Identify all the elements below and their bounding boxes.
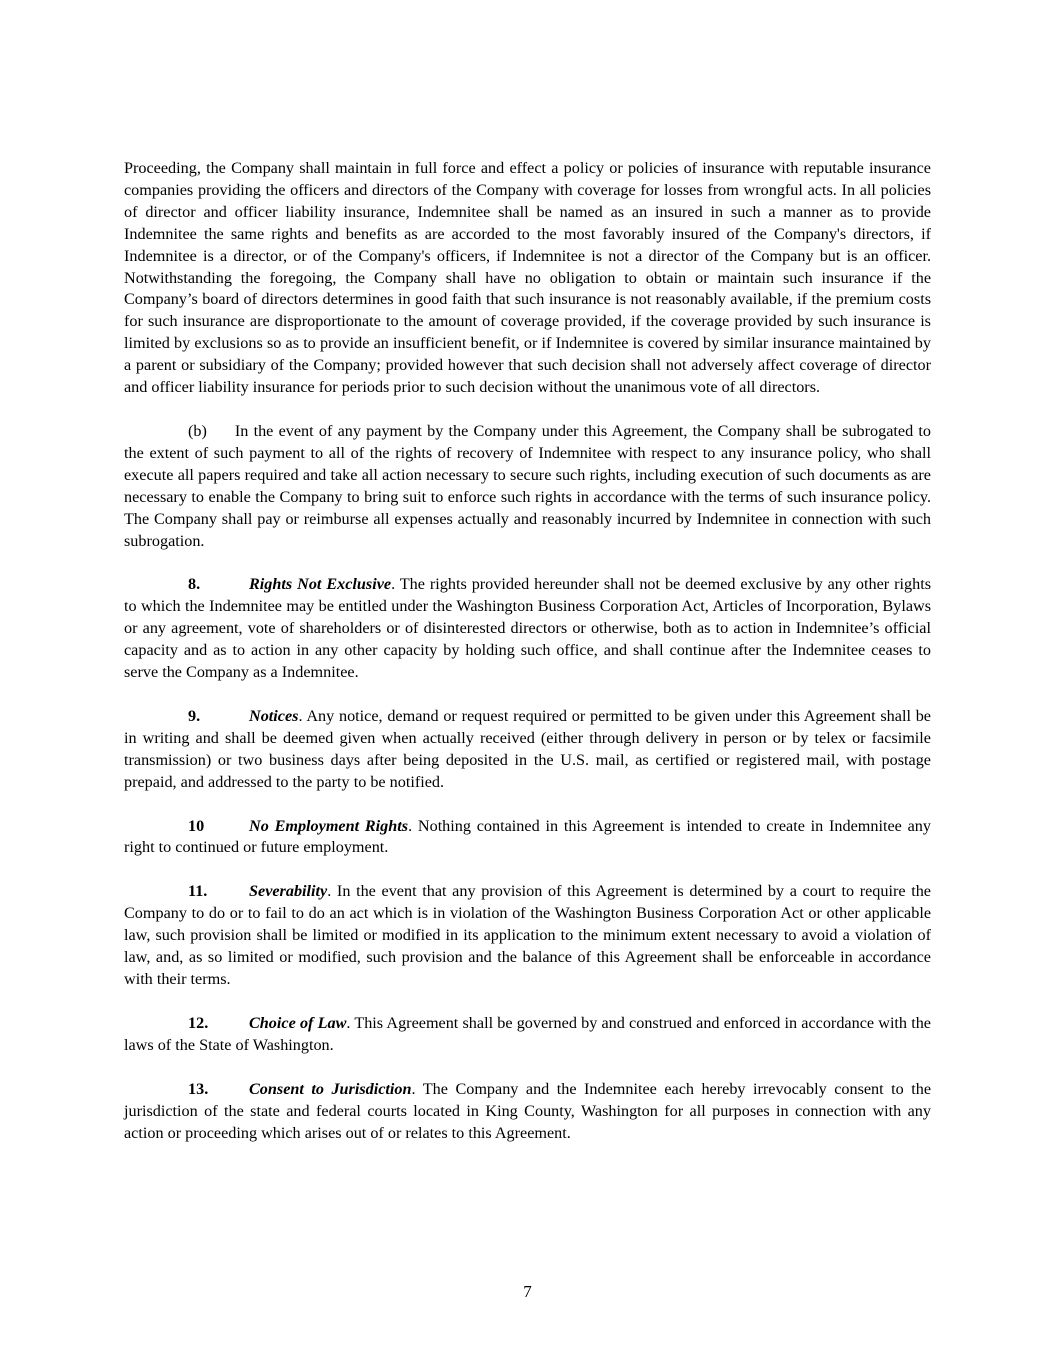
section-10 [124, 816, 931, 860]
paragraph-subsection-b [124, 421, 931, 552]
section-number: 13. [188, 1079, 209, 1098]
section-text: . Nothing contained in this Agreement is intended to create in Indemnitee any right to continued or future employment. [124, 816, 931, 857]
section-number: 9. [188, 706, 201, 725]
section-13 [124, 1079, 931, 1145]
section-11 [124, 881, 931, 991]
section-heading: No Employment Rights [249, 816, 409, 835]
subsection-label: (b) [188, 421, 207, 440]
section-heading: Rights Not Exclusive [249, 575, 392, 594]
section-heading: Severability [249, 882, 328, 901]
section-number: 8. [188, 575, 201, 594]
paragraph-text: In the event of any payment by the Company under this Agreement, the Company shall be subrogated to the extent of such payment to all of the rights of recovery of Indemnitee with respect to any insurance policy, who shall execute all papers required and take all action necessary to secure such rights, including execution of such documents as are necessary to enable the Company to bring suit to enforce such rights in accordance with the terms of such insurance policy. The Company shall pay or reimburse all expenses actually and reasonably incurred by Indemnitee in connection with such subrogation. [124, 421, 931, 550]
section-text: . The Company and the Indemnitee each hereby irrevocably consent to the jurisdiction of the state and federal courts located in King County, Washington for all purposes in connection with any action or proceeding which arises out of or relates to this Agreement. [124, 1079, 932, 1142]
section-9 [124, 706, 931, 794]
section-text: . The rights provided hereunder shall not be deemed exclusive by any other rights to which the Indemnitee may be entitled under the Washington Business Corporation Act, Articles of Incorporation, Bylaws or any agreement, vote of shareholders or of disinterested directors or otherwise, both as to action in Indemnitee’s official capacity and as to action in any other capacity by holding such office, and shall continue after the Indemnitee ceases to serve the Company as a Indemnitee. [124, 575, 931, 682]
paragraph-insurance-continuation [124, 158, 931, 399]
document-page [124, 158, 931, 1166]
section-8 [124, 574, 931, 684]
section-heading: Notices [249, 706, 299, 725]
page-number: 7 [523, 1282, 532, 1301]
section-heading: Choice of Law [249, 1013, 347, 1032]
section-text: . This Agreement shall be governed by and construed and enforced in accordance with the laws of the State of Washington. [124, 1013, 931, 1054]
section-number: 10 [188, 816, 205, 835]
section-number: 12. [188, 1013, 209, 1032]
section-text: . Any notice, demand or request required or permitted to be given under this Agreement shall be in writing and shall be deemed given when actually received (either through delivery in person or by telex or facsimile transmission) or two business days after being deposited in the U.S. mail, as certified or registered mail, with postage prepaid, and addressed to the party to be notified. [124, 706, 931, 791]
section-heading: Consent to Jurisdiction [249, 1079, 412, 1098]
section-text: . In the event that any provision of this Agreement is determined by a court to require the Company to do or to fail to do an act which is in violation of the Washington Business Corporation Act or other applicable law, such provision shall be limited or modified in its application to the minimum extent necessary to avoid a violation of law, and, as so limited or modified, such provision and the balance of this Agreement shall be enforceable in accordance with their terms. [124, 882, 931, 988]
section-number: 11. [188, 882, 208, 901]
section-12 [124, 1013, 931, 1057]
paragraph-text: Proceeding, the Company shall maintain in full force and effect a policy or policies of insurance with reputable insurance companies providing the officers and directors of the Company with coverage for losses from wrongful acts. In all policies of director and officer liability insurance, Indemnitee shall be named as an insured in such a manner as to provide Indemnitee the same rights and benefits as are accorded to the most favorably insured of the Company's directors, if Indemnitee is a director, or of the Company's officers, if Indemnitee is not a director of the Company but is an officer. Notwithstanding the foregoing, the Company shall have no obligation to obtain or maintain such insurance if the Company’s board of directors determines in good faith that such insurance is not reasonably available, if the premium costs for such insurance are disproportionate to the amount of coverage provided, if the coverage provided by such insurance is limited by exclusions so as to provide an insufficient benefit, or if Indemnitee is covered by similar insurance maintained by a parent or subsidiary of the Company; provided however that such decision shall not adversely affect coverage of director and officer liability insurance for periods prior to such decision without the unanimous vote of all directors. [124, 159, 931, 397]
